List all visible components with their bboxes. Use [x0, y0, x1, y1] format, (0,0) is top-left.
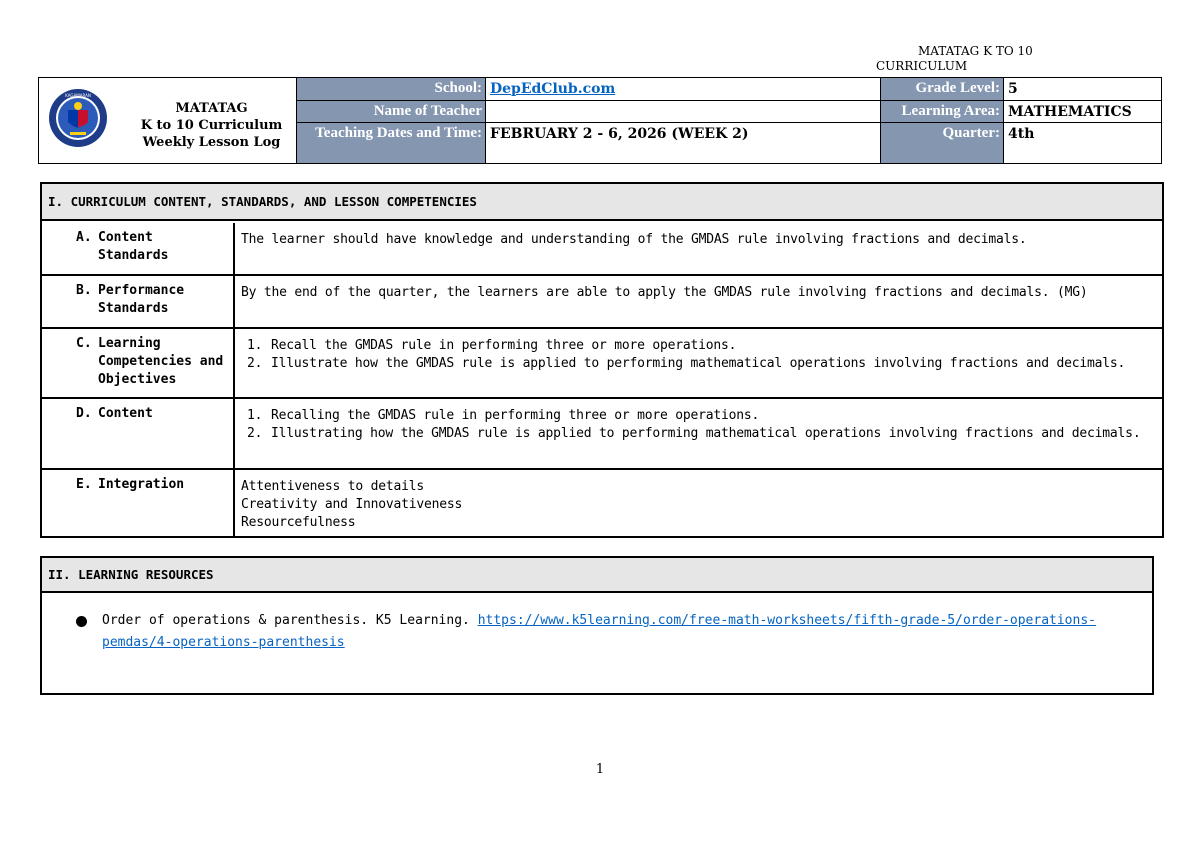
competencies-row — [42, 329, 1162, 399]
row-label — [42, 329, 235, 397]
teacher-label: Name of Teacher — [297, 101, 486, 122]
row-letter: B. — [76, 283, 92, 298]
row-letter: C. — [76, 336, 92, 351]
header-note-line2: CURRICULUM — [876, 59, 968, 73]
integration-row — [42, 470, 1162, 536]
page-number: 1 — [595, 762, 605, 777]
title-line3: Weekly Lesson Log — [142, 135, 281, 150]
content-value — [241, 399, 1154, 468]
document-title — [129, 100, 294, 151]
row-label-text: Content Standards — [98, 230, 169, 263]
bullet-icon — [76, 616, 87, 627]
svg-text:KAGAWARAN: KAGAWARAN — [65, 93, 91, 98]
list-item: 1. Recall the GMDAS rule in performing three or more operations. — [247, 338, 737, 353]
header-row-teacher — [297, 101, 1161, 123]
header-note — [876, 44, 1076, 74]
teaching-dates-value: FEBRUARY 2 - 6, 2026 (WEEK 2) — [490, 126, 749, 142]
row-label — [42, 223, 235, 274]
logo-cell — [39, 78, 297, 163]
lesson-log-header — [38, 77, 1162, 164]
resource-text: Order of operations & parenthesis. K5 Learning. — [102, 613, 478, 628]
list-item-text: Illustrating how the GMDAS rule is applied to performing mathematical operations involving fractions and decimals. — [271, 426, 1141, 441]
list-item-text: Illustrate how the GMDAS rule is applied to performing mathematical operations involving fractions and decimals. — [271, 356, 1126, 371]
list-item-text: Recalling the GMDAS rule in performing three or more operations. — [271, 408, 760, 423]
list-item: 2. Illustrate how the GMDAS rule is applied to performing mathematical operations involving fractions and decimals. — [247, 356, 1126, 371]
deped-seal-icon — [48, 88, 108, 148]
school-value — [486, 78, 880, 100]
list-item: 1. Recalling the GMDAS rule in performing three or more operations. — [247, 408, 760, 423]
performance-standards-row — [42, 276, 1162, 329]
performance-standards-value: By the end of the quarter, the learners are able to apply the GMDAS rule involving fractions and decimals. (MG) — [241, 285, 1088, 300]
resource-item — [76, 610, 1136, 654]
grade-level-value: 5 — [1008, 81, 1018, 97]
row-letter: E. — [76, 477, 92, 492]
header-grid — [297, 78, 1161, 163]
integration-line: Attentiveness to details — [241, 479, 425, 494]
list-item-text: Recall the GMDAS rule in performing three or more operations. — [271, 338, 737, 353]
row-label-text: Learning Competencies and Objectives — [98, 336, 224, 387]
title-line2: K to 10 Curriculum — [140, 118, 283, 133]
header-row-school — [297, 78, 1161, 101]
quarter-label: Quarter: — [880, 123, 1004, 163]
school-label: School: — [297, 78, 486, 100]
row-label-text: Integration — [98, 477, 185, 492]
row-label-text: Performance Standards — [98, 283, 185, 316]
competencies-value — [241, 329, 1154, 397]
school-link[interactable]: DepEdClub.com — [490, 81, 616, 97]
content-standards-row — [42, 223, 1162, 276]
list-item: 2. Illustrating how the GMDAS rule is applied to performing mathematical operations involving fractions and decimals. — [247, 426, 1141, 441]
learning-resources-heading: II. LEARNING RESOURCES — [42, 558, 1152, 593]
row-letter: D. — [76, 406, 92, 421]
row-label — [42, 470, 235, 536]
teacher-value — [486, 101, 880, 122]
learning-area-value: MATHEMATICS — [1008, 104, 1132, 120]
learning-resources-section — [40, 556, 1154, 695]
integration-line: Resourcefulness — [241, 515, 356, 530]
header-row-dates — [297, 123, 1161, 163]
integration-value — [241, 470, 1154, 536]
curriculum-section — [40, 182, 1164, 538]
title-line1: MATATAG — [175, 101, 248, 116]
resource-link[interactable]: https://www.k5learning.com/free-math-worksheets/fifth-grade-5/order-operations-pemdas/4-operations-parenthesis — [102, 613, 1096, 650]
curriculum-section-heading: I. CURRICULUM CONTENT, STANDARDS, AND LESSON COMPETENCIES — [42, 184, 1162, 221]
row-letter: A. — [76, 230, 92, 245]
row-label — [42, 399, 235, 468]
row-label — [42, 276, 235, 327]
learning-area-label: Learning Area: — [880, 101, 1004, 122]
grade-level-label: Grade Level: — [880, 78, 1004, 100]
content-standards-value: The learner should have knowledge and understanding of the GMDAS rule involving fractions and decimals. — [241, 232, 1027, 247]
row-label-text: Content — [98, 406, 153, 421]
integration-line: Creativity and Innovativeness — [241, 497, 463, 512]
quarter-value: 4th — [1008, 126, 1035, 142]
content-row — [42, 399, 1162, 470]
header-note-line1: MATATAG K TO 10 — [918, 44, 1033, 58]
teaching-dates-label: Teaching Dates and Time: — [297, 123, 486, 163]
